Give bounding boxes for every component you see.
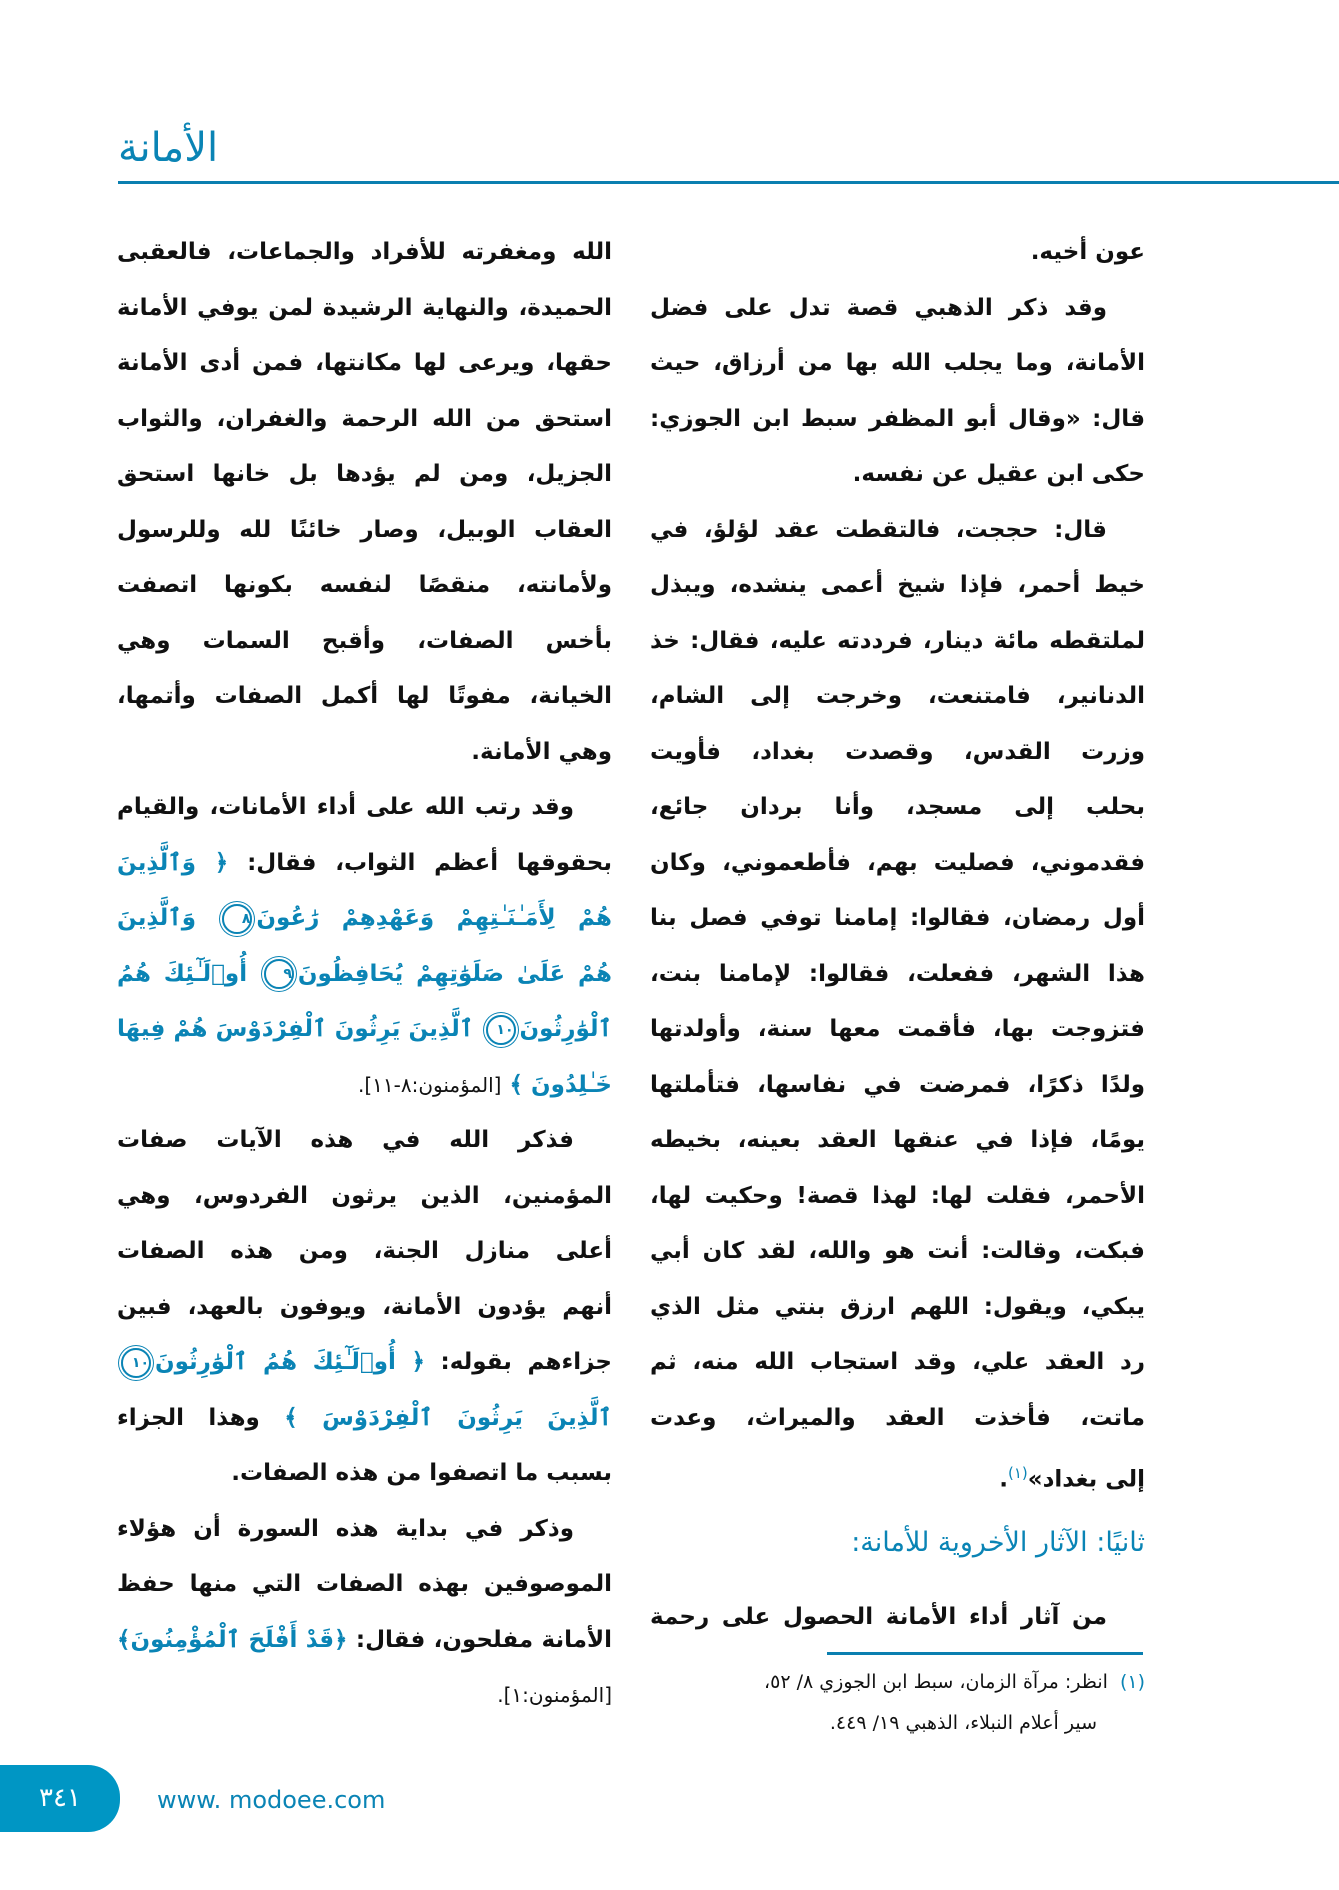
text-line — [650, 1391, 1145, 1447]
text-line — [650, 725, 1145, 781]
text-line — [117, 225, 612, 281]
footnote-reference[interactable]: (١) — [1007, 1464, 1028, 1482]
text-line — [117, 1668, 612, 1724]
text-line — [650, 558, 1145, 614]
text-line — [650, 614, 1145, 670]
text-line — [117, 836, 612, 892]
body-text: الأمانة، وما يجلب الله بها من أرزاق، حيث — [650, 350, 1145, 376]
footer-url[interactable]: www. modoee.com — [157, 1786, 386, 1814]
quran-verse-text: ٱلْوَٰرِثُونَ — [519, 1016, 612, 1042]
footnote-line-1 — [650, 1662, 1145, 1702]
body-text: بأخس الصفات، وأقبح السمات وهي — [117, 627, 612, 654]
body-text: وهي الأمانة. — [471, 738, 612, 765]
body-text: فبكت، وقالت: أنت هو والله، لقد كان أبي — [650, 1238, 1145, 1264]
body-text: استحق من الله الرحمة والغفران، والثواب — [117, 405, 612, 432]
text-line — [650, 447, 1145, 503]
body-text: أول رمضان، فقالوا: إمامنا توفي فصل بنا — [650, 905, 1145, 931]
text-line — [650, 1113, 1145, 1169]
body-text: الموصوفين بهذه الصفات التي منها حفظ — [117, 1571, 612, 1597]
body-text: المؤمنين، الذين يرثون الفردوس، وهي — [117, 1182, 612, 1209]
body-text: وزرت القدس، وقصدت بغداد، فأويت — [650, 738, 1145, 765]
body-text: وذكر في بداية هذه السورة أن هؤلاء — [117, 1515, 574, 1542]
body-text: يومًا، فإذا في عنقها العقد بعينه، بخيطه — [650, 1127, 1145, 1153]
text-line — [650, 1224, 1145, 1280]
text-line — [650, 836, 1145, 892]
body-text: رد العقد علي، وقد استجاب الله منه، ثم — [650, 1349, 1145, 1375]
quran-verse-text: ٱلَّذِينَ يَرِثُونَ ٱلْفِرْدَوْسَ ﴾ — [284, 1404, 612, 1431]
body-text: ولدًا ذكرًا، فمرضت في نفاسها، فتأملتها — [650, 1071, 1145, 1098]
body-text: قال: «وقال أبو المظفر سبط ابن الجوزي: — [650, 405, 1145, 432]
text-line — [650, 780, 1145, 836]
text-line — [117, 891, 612, 947]
text-line — [117, 281, 612, 337]
text-line — [650, 392, 1145, 448]
right-column-continuation — [650, 1590, 1145, 1646]
body-text: بسبب ما اتصفوا من هذه الصفات. — [231, 1460, 612, 1486]
ayah-number-marker: ٩ — [264, 959, 294, 989]
body-text: ماتت، فأخذت العقد والميراث، وعدت — [650, 1404, 1145, 1431]
text-line — [117, 614, 612, 670]
text-line — [117, 392, 612, 448]
body-text: هذا الشهر، ففعلت، فقالوا: لإمامنا بنت، — [650, 960, 1145, 987]
text-line — [117, 1169, 612, 1225]
body-text: وقد ذكر الذهبي قصة تدل على فضل — [650, 294, 1107, 321]
section-heading: ثانيًا: الآثار الأخروية للأمانة: — [851, 1527, 1145, 1558]
quran-verse-text: ﴿ أُو۟لَـٰٓئِكَ هُمُ ٱلْوَٰرِثُونَ — [155, 1349, 425, 1375]
text-line — [117, 1002, 612, 1058]
text-line — [117, 503, 612, 559]
quran-verse-text: هُمْ لِأَمَـٰنَـٰتِهِمْ وَعَهْدِهِمْ رَٰعُونَ — [256, 905, 612, 931]
right-column — [650, 225, 1145, 1502]
body-text: بحقوقها أعظم الثواب، فقال: — [228, 849, 612, 876]
quran-verse-text: هُمْ عَلَىٰ صَلَوَٰتِهِمْ يُحَافِظُونَ — [297, 960, 612, 987]
text-line — [117, 1391, 612, 1447]
text-line — [117, 1224, 612, 1280]
body-text: إلى بغداد» — [1027, 1466, 1145, 1493]
text-line — [117, 1557, 612, 1613]
quran-verse-text: ٱلَّذِينَ يَرِثُونَ ٱلْفِرْدَوْسَ هُمْ فِيهَا — [117, 1016, 474, 1042]
ayah-number-marker: ٨ — [222, 904, 252, 934]
body-text: العقاب الوبيل، وصار خائنًا لله وللرسول — [117, 516, 612, 543]
verse-reference: [المؤمنون:١]. — [497, 1683, 612, 1707]
text-line — [117, 1613, 612, 1669]
body-text: حكى ابن عقيل عن نفسه. — [852, 461, 1145, 487]
text-line — [650, 891, 1145, 947]
body-text: الأمانة مفلحون، فقال: — [347, 1626, 612, 1653]
body-text: حقها، ويرعى لها مكانتها، فمن أدى الأمانة — [117, 350, 612, 376]
text-line — [650, 281, 1145, 337]
body-text: من آثار أداء الأمانة الحصول على رحمة — [650, 1604, 1107, 1630]
footnote-divider — [827, 1652, 1143, 1655]
body-text: فقدموني، فصليت بهم، فأطعموني، وكان — [650, 849, 1145, 876]
body-text: الحميدة، والنهاية الرشيدة لمن يوفي الأمانة — [117, 294, 612, 321]
text-line — [117, 558, 612, 614]
footnote-line-2: سير أعلام النبلاء، الذهبي ١٩/ ٤٤٩. — [829, 1712, 1097, 1734]
text-line — [650, 503, 1145, 559]
body-text: يبكي، ويقول: اللهم ارزق بنتي مثل الذي — [650, 1293, 1145, 1320]
text-line — [117, 1446, 612, 1502]
text-line — [650, 336, 1145, 392]
text-line — [650, 1335, 1145, 1391]
text-line — [117, 669, 612, 725]
ayah-number-marker: ١٠ — [486, 1015, 516, 1045]
text-line — [117, 447, 612, 503]
text-line — [117, 1502, 612, 1558]
body-text: الجزيل، ومن لم يؤدها بل خانها استحق — [117, 461, 612, 487]
body-text: خيط أحمر، فإذا شيخ أعمى ينشده، ويبذل — [650, 572, 1145, 598]
text-line — [650, 1280, 1145, 1336]
header-divider — [118, 181, 1339, 184]
left-column — [117, 225, 612, 1724]
body-text: ولأمانته، منقصًا لنفسه بكونها اتصفت — [117, 572, 612, 598]
body-text: الدنانير، فامتنعت، وخرجت إلى الشام، — [650, 683, 1145, 709]
body-text: فذكر الله في هذه الآيات صفات — [117, 1127, 574, 1153]
text-line — [650, 1002, 1145, 1058]
text-line — [117, 947, 612, 1003]
body-text: الخيانة، مفوتًا لها أكمل الصفات وأتمها، — [117, 683, 612, 709]
running-header-title: الأمانة — [118, 125, 219, 171]
quran-verse-text: ﴿قَدْ أَفْلَحَ ٱلْمُؤْمِنُونَ﴾ — [117, 1626, 348, 1653]
body-text: الأحمر، فقلت لها: لهذا قصة! وحكيت لها، — [650, 1182, 1145, 1209]
ayah-number-marker: ١٠ — [121, 1348, 151, 1378]
text-line — [650, 1058, 1145, 1114]
body-text: لملتقطه مائة دينار، فرددته عليه، فقال: خذ — [650, 627, 1145, 654]
text-line — [650, 1169, 1145, 1225]
footnote-text: انظر: مرآة الزمان، سبط ابن الجوزي ٨/ ٥٢، — [764, 1671, 1108, 1693]
text-line — [650, 225, 1145, 281]
text-line — [117, 336, 612, 392]
verse-reference: [المؤمنون:٨-١١]. — [357, 1072, 502, 1097]
text-line — [650, 1590, 1145, 1646]
body-text: أعلى منازل الجنة، ومن هذه الصفات — [117, 1238, 612, 1264]
body-text: بحلب إلى مسجد، وأنا بردان جائع، — [650, 794, 1145, 820]
quran-verse-text: وَٱلَّذِينَ — [117, 905, 197, 931]
body-text: قال: حججت، فالتقطت عقد لؤلؤ، في — [650, 516, 1107, 543]
text-line — [117, 1058, 612, 1114]
body-text: وهذا الجزاء — [117, 1404, 285, 1431]
quran-verse-text: أُو۟لَـٰٓئِكَ هُمُ — [117, 960, 248, 987]
page-number-badge: ٣٤١ — [0, 1765, 120, 1832]
body-text: الله ومغفرته للأفراد والجماعات، فالعقبى — [117, 239, 612, 265]
text-line — [117, 1335, 612, 1391]
text-line — [650, 1446, 1145, 1502]
body-text: أنهم يؤدون الأمانة، ويوفون بالعهد، فبين — [117, 1293, 612, 1320]
quran-verse-text: ﴿ وَٱلَّذِينَ — [117, 849, 229, 876]
text-line — [117, 1280, 612, 1336]
text-line — [117, 1113, 612, 1169]
footnote-number: (١) — [1119, 1671, 1145, 1693]
body-text: . — [999, 1466, 1008, 1493]
quran-verse-text: خَـٰلِدُونَ ﴾ — [501, 1071, 612, 1098]
body-text: جزاءهم بقوله: — [424, 1349, 612, 1375]
text-line — [117, 780, 612, 836]
body-text: فتزوجت بها، فأقمت معها سنة، وأولدتها — [650, 1016, 1145, 1042]
body-text: عون أخيه. — [1030, 239, 1145, 265]
body-text: وقد رتب الله على أداء الأمانات، والقيام — [117, 794, 574, 820]
text-line — [117, 725, 612, 781]
text-line — [650, 669, 1145, 725]
text-line — [650, 947, 1145, 1003]
